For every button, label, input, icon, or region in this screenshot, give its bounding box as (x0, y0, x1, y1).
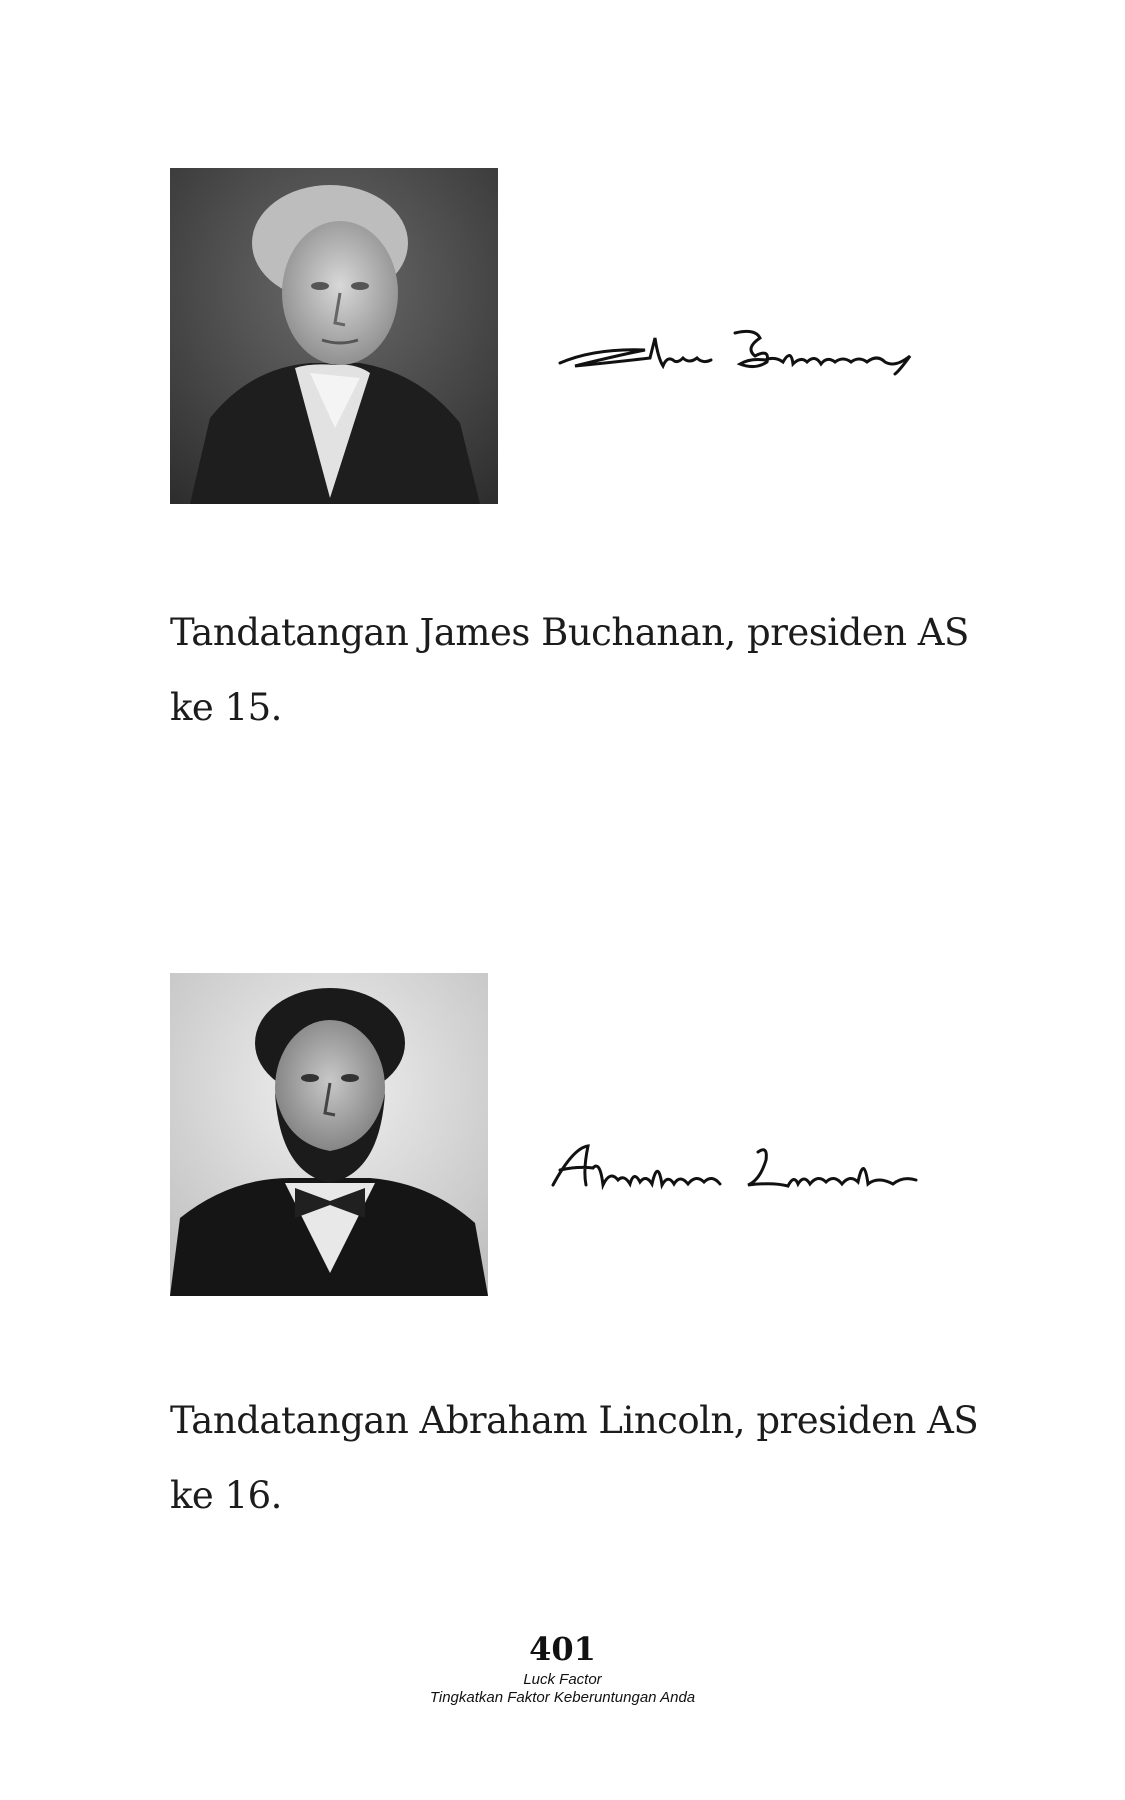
lincoln-portrait (170, 973, 488, 1296)
buchanan-caption: Tandatangan James Buchanan, presiden AS ke 15. (170, 611, 969, 729)
buchanan-portrait (170, 168, 498, 504)
book-title: Luck Factor (523, 1671, 602, 1688)
book-subtitle: Tingkatkan Faktor Keberuntungan Anda (429, 1689, 696, 1706)
lincoln-signature (548, 1140, 923, 1195)
lincoln-caption: Tandatangan Abraham Lincoln, presiden AS ke 16. (170, 1399, 979, 1517)
page-number: 401 (529, 1630, 596, 1668)
buchanan-signature (555, 318, 920, 378)
